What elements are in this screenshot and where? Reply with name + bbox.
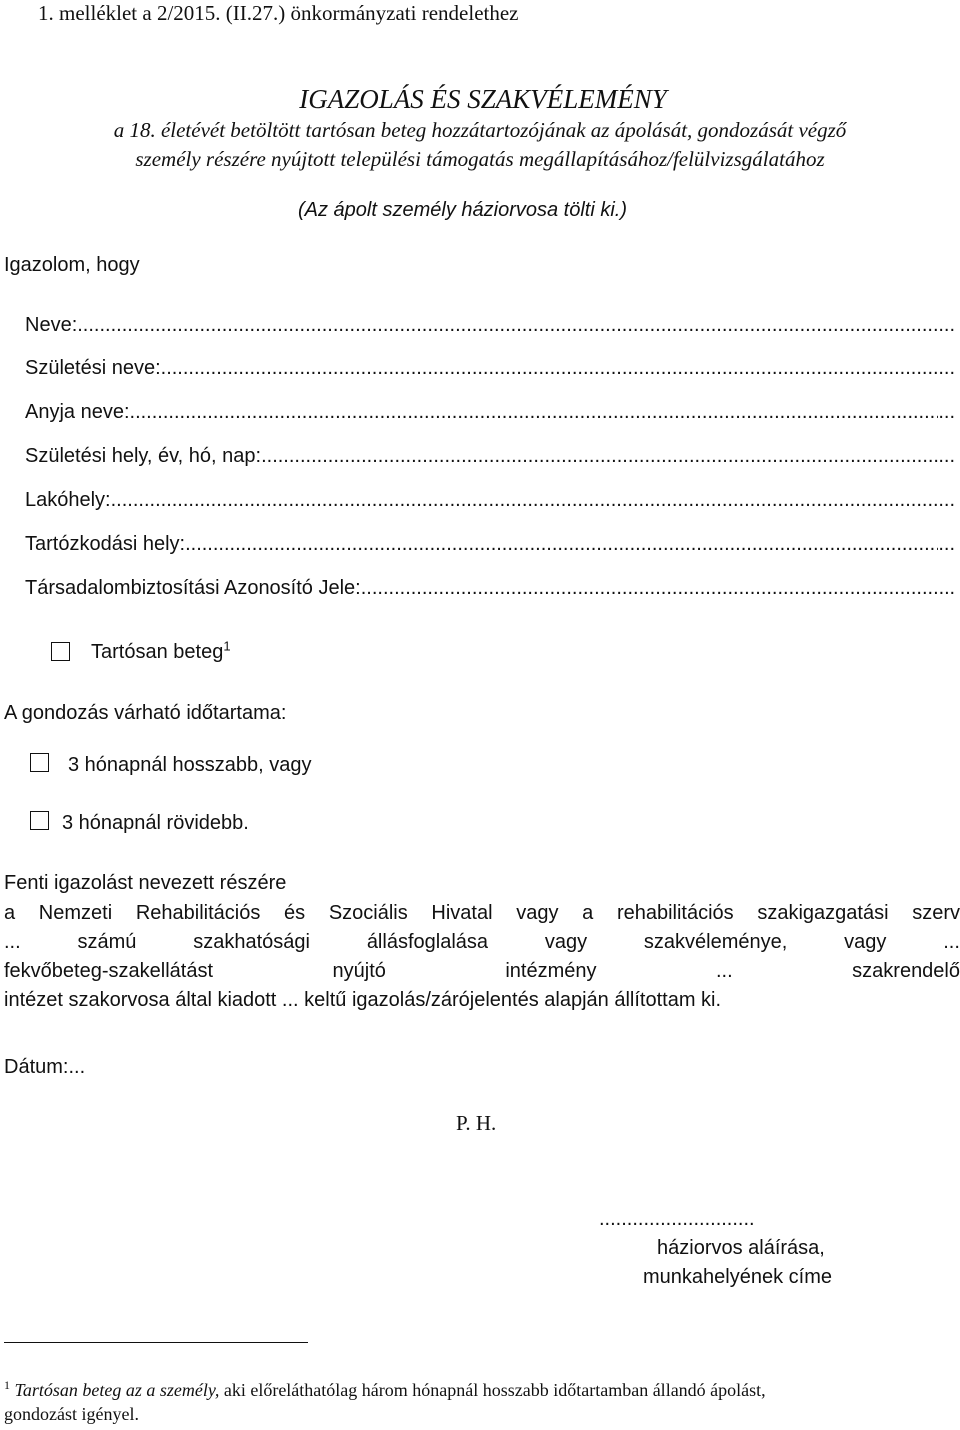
duration-longer-label: 3 hónapnál hosszabb, vagy	[68, 754, 312, 776]
mother-name-field[interactable]: Anyja neve: ..... ...	[25, 401, 955, 424]
paragraph-line	[4, 931, 960, 954]
paragraph-word: fekvőbeteg-szakellátást	[4, 960, 214, 982]
paragraph-word: vagy	[516, 902, 559, 924]
paragraph-word: nyújtó	[332, 960, 386, 982]
duration-shorter-checkbox[interactable]	[30, 811, 49, 830]
paragraph-line	[4, 960, 960, 983]
paragraph-line: Fenti igazolást nevezett részére	[4, 872, 287, 894]
paragraph-word: szakvéleménye,	[643, 931, 788, 953]
paragraph-word: szakhatósági	[193, 931, 310, 953]
paragraph-word: szakrendelő	[852, 960, 960, 982]
paragraph-word: és	[284, 902, 306, 924]
paragraph-word: a	[582, 902, 594, 924]
duration-heading: A gondozás várható időtartama:	[4, 702, 287, 724]
paragraph-word: Szociális	[328, 902, 408, 924]
date-field[interactable]: Dátum:...	[4, 1056, 86, 1078]
paragraph-word: szerv	[912, 902, 960, 924]
title-line-1: a 18. életévét betöltött tartósan beteg hozzátartozójának az ápolását, gondozását végző	[113, 118, 847, 142]
duration-shorter-label: 3 hónapnál rövidebb.	[62, 812, 249, 834]
field-label: Anyja neve:	[25, 401, 130, 423]
paragraph-line	[4, 902, 960, 925]
paragraph-word: ...	[4, 931, 21, 953]
field-label: Neve:	[25, 314, 78, 336]
footnote-separator	[4, 1342, 308, 1343]
temporary-residence-field[interactable]: Tartózkodási hely: ..... ...	[25, 533, 955, 556]
field-label: Születési neve:	[25, 357, 161, 379]
paragraph-word: ...	[716, 960, 733, 982]
filled-by-note: (Az ápolt személy háziorvosa tölti ki.)	[298, 199, 628, 221]
field-label: Lakóhely:	[25, 489, 111, 511]
workplace-address-caption: munkahelyének címe	[643, 1266, 832, 1288]
paragraph-word: Nemzeti	[38, 902, 113, 924]
paragraph-word: vagy	[544, 931, 588, 953]
title-line-2: személy részére nyújtott települési támogatás megállapításához/felülvizsgálatához	[135, 147, 825, 171]
paragraph-word: rehabilitációs	[616, 902, 734, 924]
intro-text: Igazolom, hogy	[4, 254, 140, 276]
field-label: Tartózkodási hely:	[25, 533, 186, 555]
social-security-number-field[interactable]: Társadalombiztosítási Azonosító Jele: ..... .	[25, 577, 955, 600]
signature-line[interactable]: ............................	[599, 1208, 755, 1230]
birth-name-field[interactable]: Születési neve: ..... ...	[25, 357, 955, 380]
paragraph-word: intézmény	[505, 960, 597, 982]
footnote-text: $^1$ Tartósan beteg az a személy, aki előreláthatólag három hónapnál hosszabb időtartamban állandó ápolást,	[4, 1378, 766, 1400]
duration-longer-checkbox[interactable]	[30, 753, 49, 772]
footnote-text-continued: gondozást igényel.	[4, 1404, 139, 1424]
paragraph-word: Hivatal	[431, 902, 493, 924]
birth-place-date-field[interactable]: Születési hely, év, hó, nap: ..... ...	[25, 445, 955, 468]
field-label: Társadalombiztosítási Azonosító Jele:	[25, 577, 361, 599]
paragraph-word: a	[4, 902, 16, 924]
document-title: IGAZOLÁS ÉS SZAKVÉLEMÉNY	[299, 84, 667, 114]
signature-caption: háziorvos aláírása,	[657, 1237, 825, 1259]
residence-field[interactable]: Lakóhely: ..... ...	[25, 489, 955, 512]
paragraph-word: vagy	[844, 931, 887, 953]
name-field[interactable]: Neve: ..... ...	[25, 314, 955, 337]
chronic-illness-checkbox[interactable]	[51, 642, 70, 661]
field-label: Születési hely, év, hó, nap:	[25, 445, 262, 467]
annex-reference: 1. melléklet a 2/2015. (II.27.) önkormányzati rendelethez	[38, 1, 519, 25]
chronic-illness-label: Tartósan beteg$^1$	[91, 638, 231, 663]
paragraph-word: számú	[77, 931, 137, 953]
paragraph-line: intézet szakorvosa által kiadott ... keltű igazolás/zárójelentés alapján állítottam ki.	[4, 989, 722, 1011]
paragraph-word: állásfoglalása	[366, 931, 489, 953]
paragraph-word: szakigazgatási	[757, 902, 889, 924]
paragraph-word: ...	[943, 931, 960, 953]
footnote-reference: 1	[223, 638, 231, 654]
stamp-placeholder: P. H.	[456, 1111, 497, 1135]
paragraph-word: Rehabilitációs	[135, 902, 261, 924]
